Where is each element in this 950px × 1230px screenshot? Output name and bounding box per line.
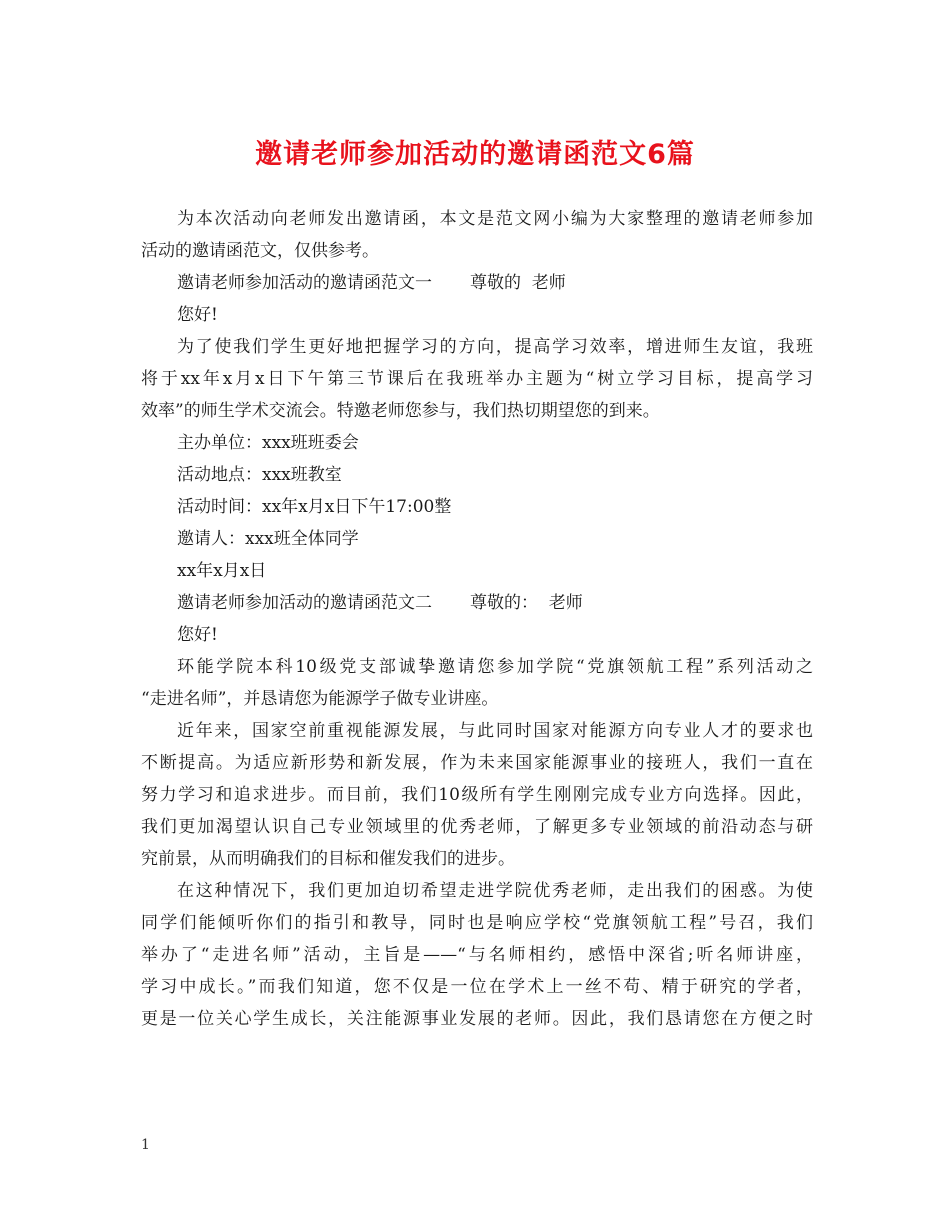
paragraph-line: 学习中成长。”而我们知道，您不仅是一位在学术上一丝不苟、精于研究的学者， (141, 977, 813, 997)
paragraph-line: 我们更加渴望认识自己专业领域里的优秀老师，了解更多专业领域的前沿动态与研 (141, 817, 813, 837)
letter-heading-line (141, 267, 813, 299)
greeting: 您好! (177, 625, 218, 645)
paragraph-line: 更是一位关心学生成长，关注能源事业发展的老师。因此，我们恳请您在方便之时 (141, 1009, 813, 1029)
time-line: 活动时间：xx年x月x日下午17:00整 (177, 497, 452, 517)
date-line: xx年x月x日 (177, 561, 267, 581)
salutation: 尊敬的 老师 (470, 273, 566, 293)
paragraph-line: 举办了“走进名师”活动，主旨是——“与名师相约，感悟中深省;听名师讲座， (141, 945, 813, 965)
salutation: 尊敬的： 老师 (470, 593, 583, 613)
paragraph-line: 究前景，从而明确我们的目标和催发我们的进步。 (141, 849, 515, 869)
intro-line: 活动的邀请函范文，仅供参考。 (141, 241, 379, 261)
document-body (141, 203, 813, 1035)
paragraph-line: 在这种情况下，我们更加迫切希望走进学院优秀老师，走出我们的困惑。为使 (177, 881, 813, 901)
paragraph-line: 环能学院本科10级党支部诚挚邀请您参加学院“党旗领航工程”系列活动之 (177, 657, 813, 677)
paragraph-line: 近年来，国家空前重视能源发展，与此同时国家对能源方向专业人才的要求也 (177, 721, 813, 741)
inviter-line: 邀请人：xxx班全体同学 (177, 529, 359, 549)
letter-heading: 邀请老师参加活动的邀请函范文一 (177, 273, 432, 293)
document-title: 邀请老师参加活动的邀请函范文6篇 (255, 139, 695, 170)
letter-heading-line (141, 587, 813, 619)
intro-line: 为本次活动向老师发出邀请函，本文是范文网小编为大家整理的邀请老师参加 (177, 209, 813, 229)
host-line: 主办单位：xxx班班委会 (177, 433, 359, 453)
paragraph-line: 将于xx年x月x日下午第三节课后在我班举办主题为“树立学习目标，提高学习 (141, 369, 813, 389)
paragraph-line: 为了使我们学生更好地把握学习的方向，提高学习效率，增进师生友谊，我班 (177, 337, 813, 357)
letter-heading: 邀请老师参加活动的邀请函范文二 (177, 593, 432, 613)
paragraph-line: “走进名师”，并恳请您为能源学子做专业讲座。 (141, 689, 499, 709)
paragraph-line: 努力学习和追求进步。而目前，我们10级所有学生刚刚完成专业方向选择。因此， (141, 785, 813, 805)
page-number: 1 (141, 1137, 150, 1153)
paragraph-line: 同学们能倾听你们的指引和教导，同时也是响应学校“党旗领航工程”号召，我们 (141, 913, 813, 933)
paragraph-line: 不断提高。为适应新形势和新发展，作为未来国家能源事业的接班人，我们一直在 (141, 753, 813, 773)
greeting: 您好! (177, 305, 218, 325)
paragraph-line: 效率”的师生学术交流会。特邀老师您参与，我们热切期望您的到来。 (141, 401, 660, 421)
place-line: 活动地点：xxx班教室 (177, 465, 342, 485)
